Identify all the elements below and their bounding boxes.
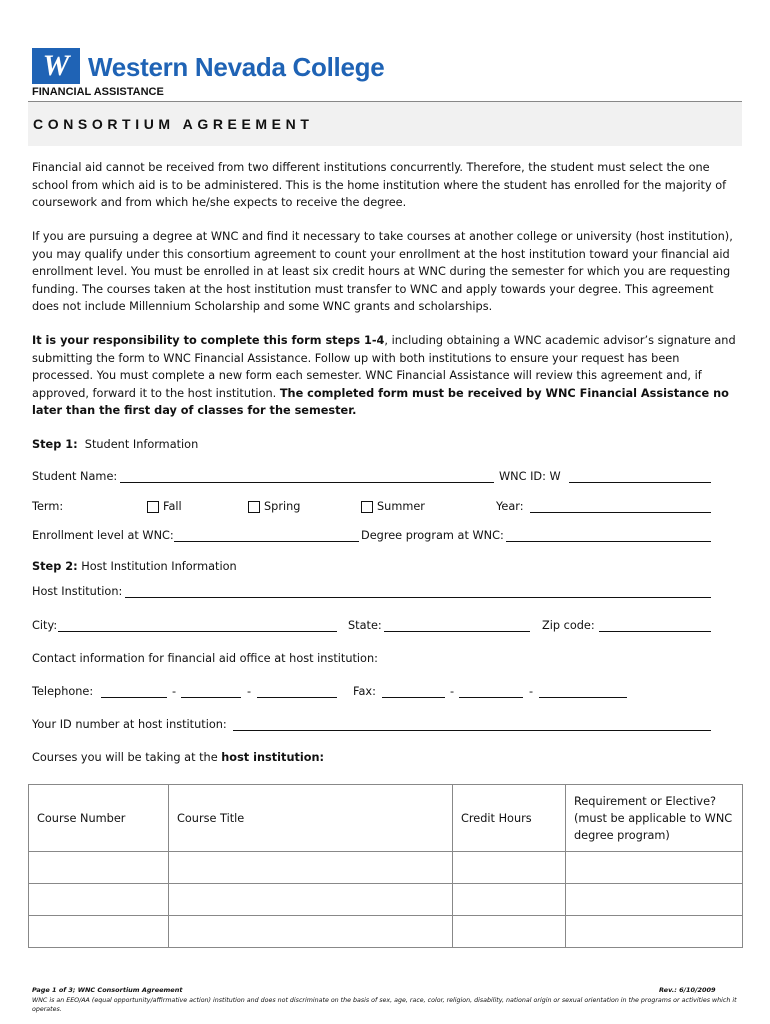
course-title-cell[interactable] bbox=[169, 884, 453, 916]
wnc-id-label: WNC ID: W bbox=[499, 470, 561, 483]
table-header-row bbox=[29, 785, 743, 852]
state-field[interactable] bbox=[384, 631, 530, 632]
telephone-dash-2: - bbox=[247, 685, 252, 698]
zip-code-label: Zip code: bbox=[542, 619, 595, 632]
credit-hours-cell[interactable] bbox=[453, 916, 566, 948]
fax-area-field[interactable] bbox=[382, 697, 445, 698]
header-requirement-elective: Requirement or Elective? (must be applicable to WNC degree program) bbox=[566, 785, 743, 852]
requirement-cell[interactable] bbox=[566, 852, 743, 884]
courses-label bbox=[32, 751, 324, 764]
footer-revision: Rev.: 6/10/2009 bbox=[659, 986, 716, 994]
table-row bbox=[29, 916, 743, 948]
enrollment-level-field[interactable] bbox=[174, 541, 359, 542]
step1-title: Student Information bbox=[84, 438, 199, 451]
telephone-area-field[interactable] bbox=[101, 697, 167, 698]
spring-checkbox[interactable] bbox=[248, 501, 260, 513]
step2-number: Step 2: bbox=[32, 560, 78, 573]
fax-dash-2: - bbox=[529, 685, 534, 698]
telephone-line-field[interactable] bbox=[257, 697, 337, 698]
table-row bbox=[29, 852, 743, 884]
year-label: Year: bbox=[496, 500, 524, 513]
telephone-label: Telephone: bbox=[32, 685, 94, 698]
course-title-cell[interactable] bbox=[169, 852, 453, 884]
term-label: Term: bbox=[32, 500, 64, 513]
host-institution-field[interactable] bbox=[125, 597, 711, 598]
table-row bbox=[29, 884, 743, 916]
courses-label-bold: host institution: bbox=[221, 751, 325, 764]
header-course-number: Course Number bbox=[29, 785, 169, 852]
step2-title: Host Institution Information bbox=[81, 560, 237, 573]
fax-line-field[interactable] bbox=[539, 697, 627, 698]
responsibility-bold: It is your responsibility to complete this form steps 1-4 bbox=[32, 334, 385, 347]
city-label: City: bbox=[32, 619, 58, 632]
fax-prefix-field[interactable] bbox=[459, 697, 523, 698]
footer-page-info: Page 1 of 3; WNC Consortium Agreement bbox=[32, 986, 183, 994]
step1-number: Step 1: bbox=[32, 438, 78, 451]
fall-label: Fall bbox=[163, 500, 182, 513]
courses-table bbox=[28, 784, 743, 948]
host-id-label: Your ID number at host institution: bbox=[32, 718, 227, 731]
footer-eeo-notice: WNC is an EEO/AA (equal opportunity/affirmative action) institution and does not discriminate on the basis of sex, age, race, color, religion, disability, national origin or sexual orientation in the programs or activities which it operates. bbox=[32, 997, 737, 1013]
degree-program-field[interactable] bbox=[506, 541, 711, 542]
requirement-cell[interactable] bbox=[566, 884, 743, 916]
intro-paragraph-2: If you are pursuing a degree at WNC and find it necessary to take courses at another college or university (host institution), you may qualify under this consortium agreement to count your enrollment at the host institution toward your financial aid enrollment level. You must be enrolled in at least six credit hours at WNC during the semester for which you are requesting funding. The courses taken at the host institution must transfer to WNC and apply towards your degree. This agreement does not include Millennium Scholarship and some WNC grants and scholarships. bbox=[32, 230, 733, 314]
courses-label-text: Courses you will be taking at the bbox=[32, 751, 222, 764]
year-field[interactable] bbox=[530, 512, 711, 513]
degree-program-label: Degree program at WNC: bbox=[361, 529, 504, 542]
spring-label: Spring bbox=[264, 500, 301, 513]
city-field[interactable] bbox=[58, 631, 337, 632]
page-title: CONSORTIUM AGREEMENT bbox=[33, 116, 314, 132]
header-course-title: Course Title bbox=[169, 785, 453, 852]
student-name-field[interactable] bbox=[120, 482, 494, 483]
summer-checkbox[interactable] bbox=[361, 501, 373, 513]
college-name: Western Nevada College bbox=[88, 52, 385, 82]
host-id-field[interactable] bbox=[233, 730, 711, 731]
deadline-bold: The completed form must be received by WNC Financial Assistance no later than the first day of classes for the semester. bbox=[32, 386, 729, 418]
responsibility-text: , including obtaining a WNC academic advisor’s signature and submitting the form to WNC Financial Assistance. Follow up with both institutions to ensure your request has been processed. You must complete a new form each semester. WNC Financial Assistance will review this agreement and, if approved, forward it to the host institution. bbox=[32, 334, 736, 400]
department-label: FINANCIAL ASSISTANCE bbox=[32, 86, 164, 98]
host-institution-label: Host Institution: bbox=[32, 585, 123, 598]
telephone-dash-1: - bbox=[172, 685, 177, 698]
course-number-cell[interactable] bbox=[29, 852, 169, 884]
student-name-label: Student Name: bbox=[32, 470, 118, 483]
header-credit-hours: Credit Hours bbox=[453, 785, 566, 852]
telephone-prefix-field[interactable] bbox=[181, 697, 241, 698]
contact-info-label: Contact information for financial aid office at host institution: bbox=[32, 652, 378, 665]
wnc-id-field[interactable] bbox=[569, 482, 711, 483]
fall-checkbox[interactable] bbox=[147, 501, 159, 513]
college-logo-mark: W bbox=[32, 48, 80, 84]
credit-hours-cell[interactable] bbox=[453, 852, 566, 884]
step1-heading bbox=[32, 438, 198, 451]
intro-paragraph-1: Financial aid cannot be received from two different institutions concurrently. Therefore, the student must select the one school from which aid is to be administered. This is the home institution where the student has enrolled for the majority of coursework and from which he/she expects to receive the degree. bbox=[32, 161, 727, 210]
course-number-cell[interactable] bbox=[29, 916, 169, 948]
state-label: State: bbox=[348, 619, 382, 632]
summer-label: Summer bbox=[377, 500, 425, 513]
course-number-cell[interactable] bbox=[29, 884, 169, 916]
requirement-cell[interactable] bbox=[566, 916, 743, 948]
enrollment-level-label: Enrollment level at WNC: bbox=[32, 529, 174, 542]
fax-label: Fax: bbox=[353, 685, 376, 698]
step2-heading bbox=[32, 560, 237, 573]
course-title-cell[interactable] bbox=[169, 916, 453, 948]
credit-hours-cell[interactable] bbox=[453, 884, 566, 916]
intro-paragraph-3 bbox=[32, 332, 742, 420]
zip-code-field[interactable] bbox=[599, 631, 711, 632]
fax-dash-1: - bbox=[450, 685, 455, 698]
